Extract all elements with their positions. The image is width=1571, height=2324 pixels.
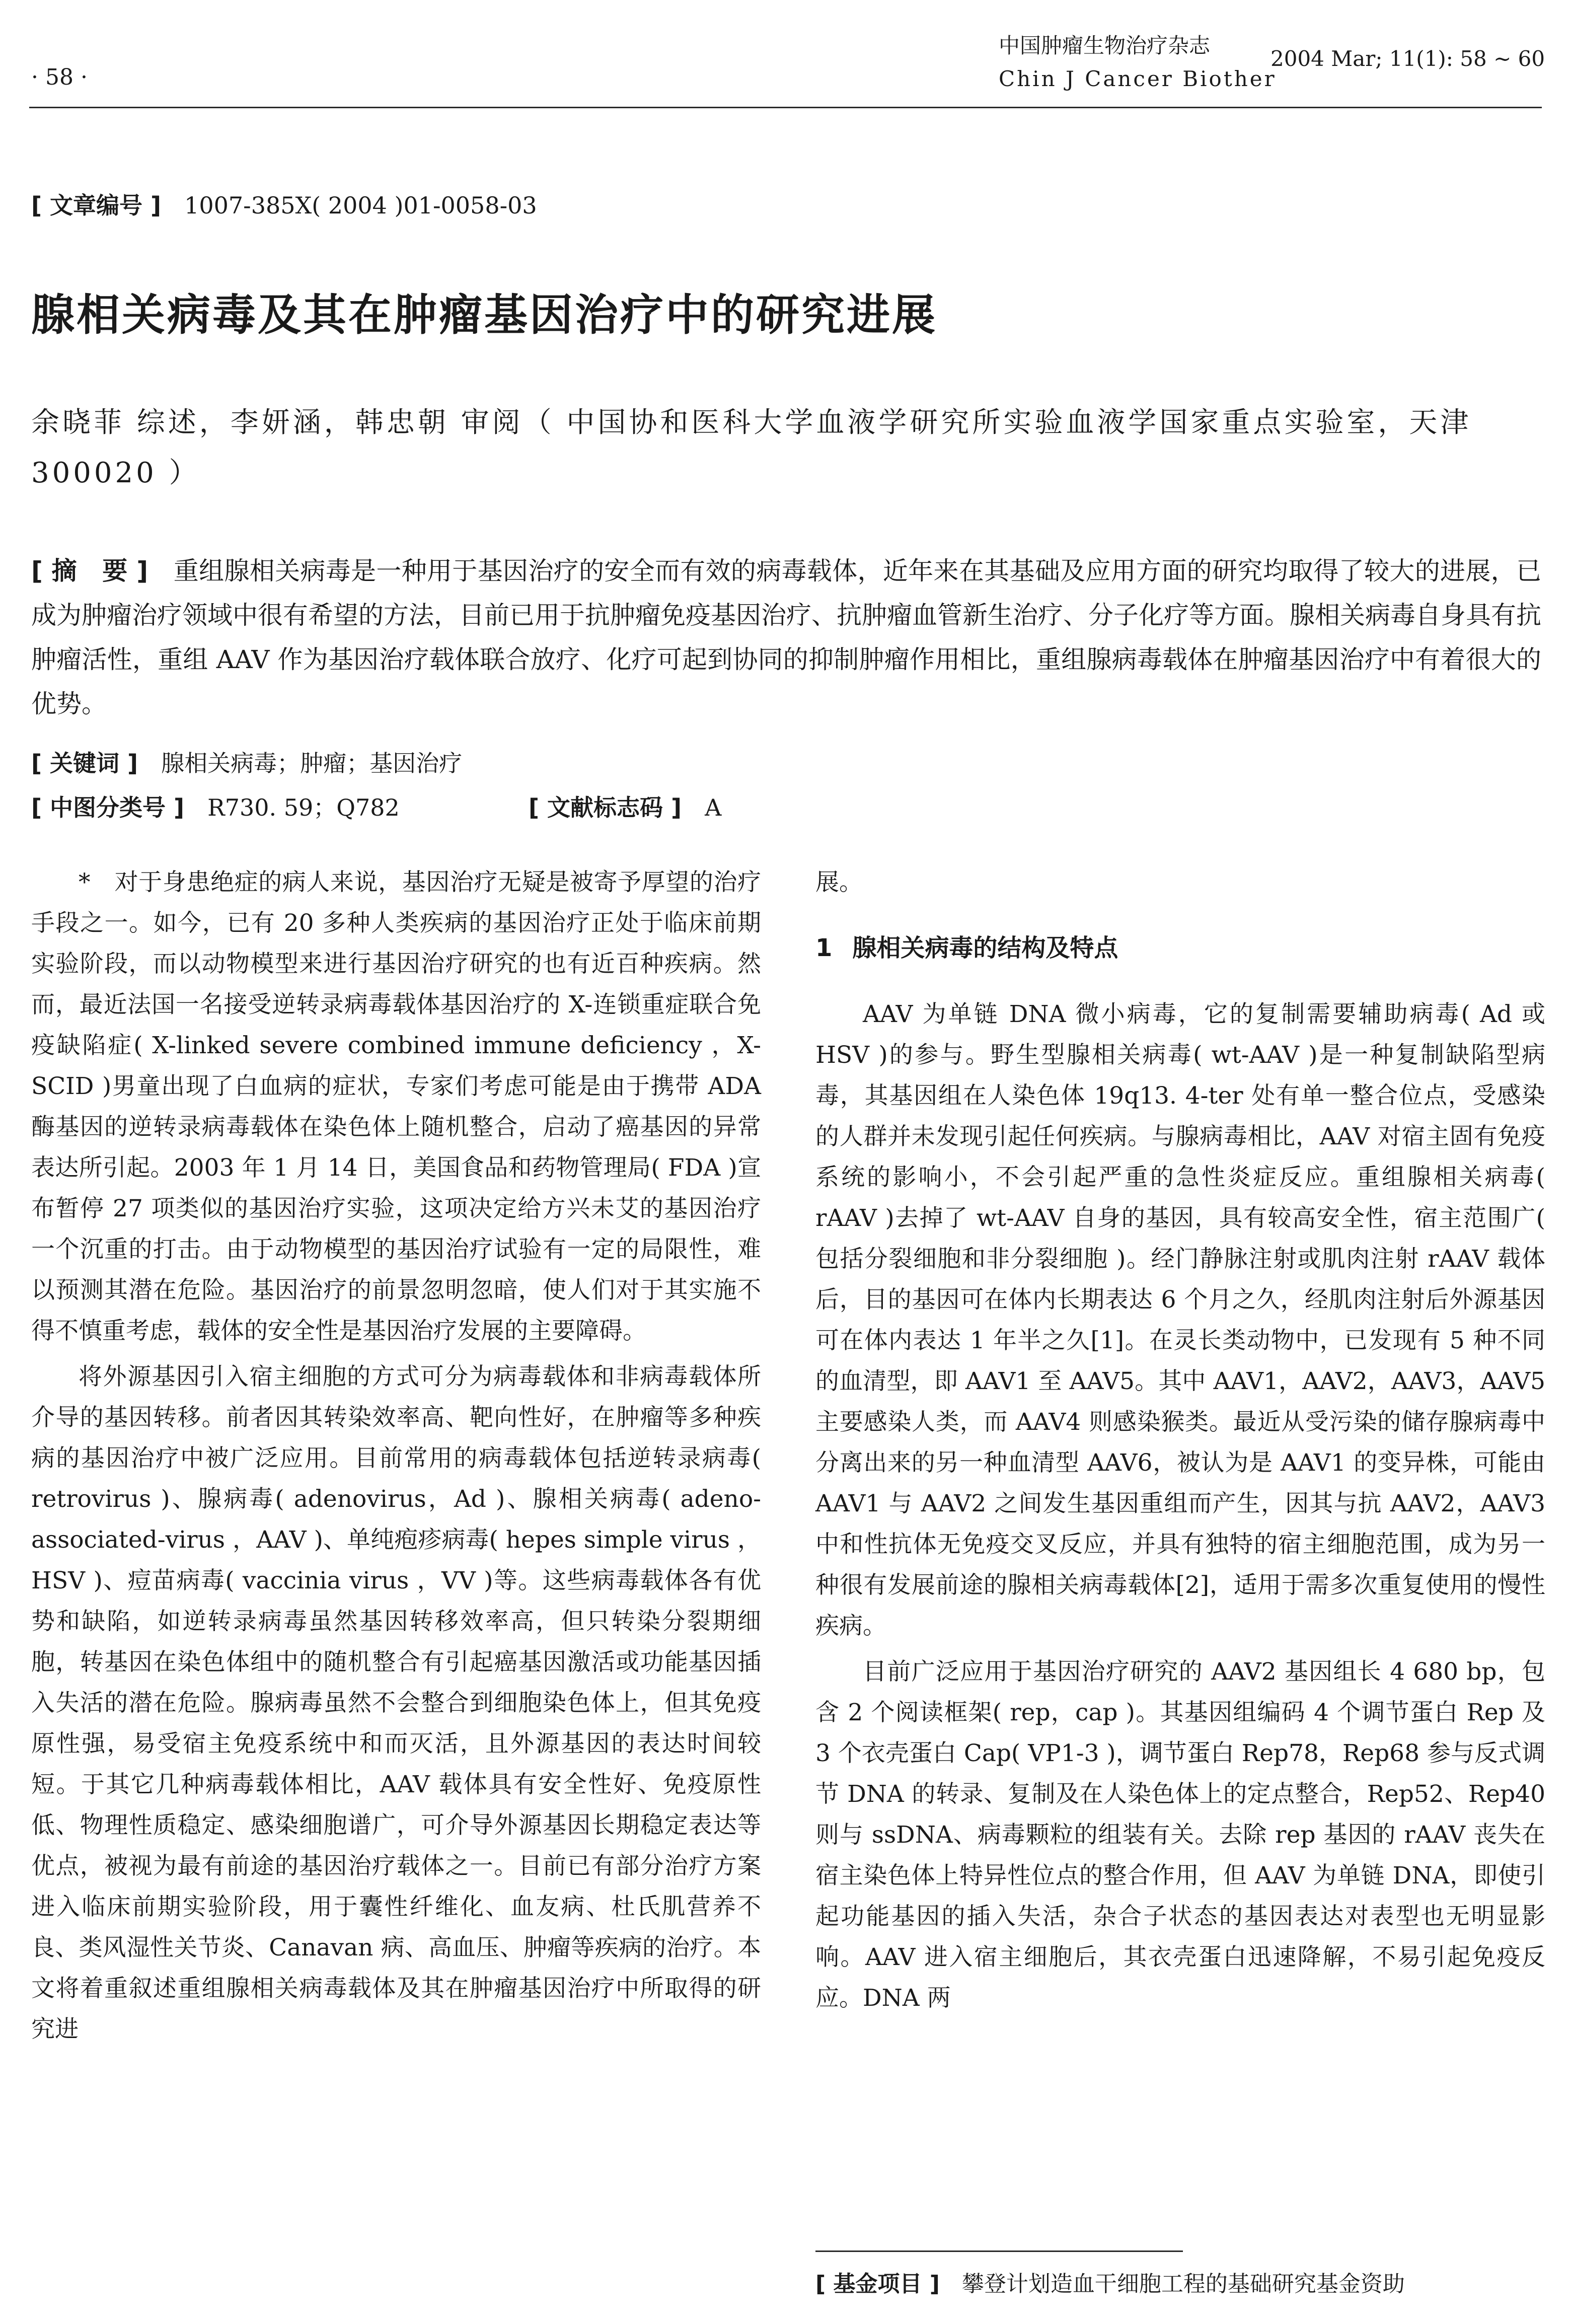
keywords-value: 腺相关病毒；肿瘤；基因治疗 xyxy=(161,750,463,777)
classification-value: R730. 59；Q782 xyxy=(207,794,400,821)
page-number: · 58 · xyxy=(31,64,88,90)
body-right-column xyxy=(815,862,1545,2018)
authors-affiliation: 余晓菲 综述，李妍涵，韩忠朝 审阅（ 中国协和医科大学血液学研究所实验血液学国家重点实验室，天津 300020 ） xyxy=(31,406,1472,489)
body-paragraph-continuation: 展。 xyxy=(815,868,863,896)
abstract-label: [ 摘 要 ] xyxy=(31,556,148,586)
body-paragraph: * 对于身患绝症的病人来说，基因治疗无疑是被寄予厚望的治疗手段之一。如今，已有 20 多种人类疾病的基因治疗正处于临床前期实验阶段，而以动物模型来进行基因治疗研究的也有近百种疾病。然而，最近法国一名接受逆转录病毒载体基因治疗的 X-连锁重症联合免疫缺陷症( X-linked severe combined immune deficiency ，X-SCID )男童出现了白血病的症状，专家们考虑可能是由于携带 ADA 酶基因的逆转录病毒载体在染色体上随机整合，启动了癌基因的异常表达所引起。2003 年 1 月 14 日，美国食品和药物管理局( FDA )宣布暂停 27 项类似的基因治疗实验，这项决定给方兴未艾的基因治疗一个沉重的打击。由于动物模型的基因治疗试验有一定的局限性，难以预测其潜在危险。基因治疗的前景忽明忽暗，使人们对于其实施不得不慎重考虑，载体的安全性是基因治疗发展的主要障碍。 xyxy=(31,868,761,1345)
abstract-text: 重组腺相关病毒是一种用于基因治疗的安全而有效的病毒载体，近年来在其基础及应用方面的研究均取得了较大的进展，已成为肿瘤治疗领域中很有希望的方法，目前已用于抗肿瘤免疫基因治疗、抗肿瘤血管新生治疗、分子化疗等方面。腺相关病毒自身具有抗肿瘤活性，重组 AAV 作为基因治疗载体联合放疗、化疗可起到协同的抑制肿瘤作用相比，重组腺病毒载体在肿瘤基因治疗中有着很大的优势。 xyxy=(31,556,1541,718)
section-heading xyxy=(815,928,1545,969)
body-left-column xyxy=(31,862,761,2050)
abstract xyxy=(31,549,1541,726)
classification xyxy=(31,789,400,823)
document-code xyxy=(529,789,721,823)
keywords xyxy=(31,745,462,778)
section-title: 腺相关病毒的结构及特点 xyxy=(852,934,1118,962)
article-title: 腺相关病毒及其在肿瘤基因治疗中的研究进展 xyxy=(31,290,937,340)
section-number: 1 xyxy=(815,934,833,962)
keywords-label: [ 关键词 ] xyxy=(31,750,138,777)
journal-name-en: Chin J Cancer Biother xyxy=(999,66,1277,91)
document-code-value: A xyxy=(705,794,722,821)
footnote-divider xyxy=(815,2250,1183,2252)
classification-label: [ 中图分类号 ] xyxy=(31,794,185,821)
body-paragraph: AAV 为单链 DNA 微小病毒，它的复制需要辅助病毒( Ad 或 HSV )的参与。野生型腺相关病毒( wt-AAV )是一种复制缺陷型病毒，其基因组在人染色体 19q13. 4-ter 处有单一整合位点，受感染的人群并未发现引起任何疾病。与腺病毒相比，AAV 对宿主固有免疫系统的影响小，不会引起严重的急性炎症反应。重组腺相关病毒( rAAV )去掉了 wt-AAV 自身的基因，具有较高安全性，宿主范围广( 包括分裂细胞和非分裂细胞 )。经门静脉注射或肌肉注射 rAAV 载体后，目的基因可在体内长期表达 6 个月之久，经肌肉注射后外源基因可在体内表达 1 年半之久[1]。在灵长类动物中，已发现有 5 种不同的血清型，即 AAV1 至 AAV5。其中 AAV1，AAV2，AAV3，AAV5 主要感染人类，而 AAV4 则感染猴类。最近从受污染的储存腺病毒中分离出来的另一种血清型 AAV6，被认为是 AAV1 的变异株，可能由 AAV1 与 AAV2 之间发生基因重组而产生，因其与抗 AAV2，AAV3 中和性抗体无免疫交叉反应，并具有独特的宿主细胞范围，成为另一种很有发展前途的腺相关病毒载体[2]，适用于需多次重复使用的慢性疾病。 xyxy=(815,1000,1545,1640)
body-paragraph: 将外源基因引入宿主细胞的方式可分为病毒载体和非病毒载体所介导的基因转移。前者因其转染效率高、靶向性好，在肿瘤等多种疾病的基因治疗中被广泛应用。目前常用的病毒载体包括逆转录病毒( retrovirus )、腺病毒( adenovirus，Ad )、腺相关病毒( adeno-associated-virus ，AAV )、单纯疱疹病毒( hepes simple virus ，HSV )、痘苗病毒( vaccinia virus ，VV )等。这些病毒载体各有优势和缺陷，如逆转录病毒虽然基因转移效率高，但只转染分裂期细胞，转基因在染色体组中的随机整合有引起癌基因激活或功能基因插入失活的潜在危险。腺病毒虽然不会整合到细胞染色体上，但其免疫原性强，易受宿主免疫系统中和而灭活，且外源基因的表达时间较短。于其它几种病毒载体相比，AAV 载体具有安全性好、免疫原性低、物理性质稳定、感染细胞谱广，可介导外源基因长期稳定表达等优点，被视为最有前途的基因治疗载体之一。目前已有部分治疗方案进入临床前期实验阶段，用于囊性纤维化、血友病、杜氏肌营养不良、类风湿性关节炎、Canavan 病、高血压、肿瘤等疾病的治疗。本文将着重叙述重组腺相关病毒载体及其在肿瘤基因治疗中所取得的研究进 xyxy=(31,1363,761,2043)
article-number-label: [ 文章编号 ] xyxy=(31,192,162,219)
footnote-text: 攀登计划造血干细胞工程的基础研究基金资助 xyxy=(961,2271,1405,2297)
body-paragraph: 目前广泛应用于基因治疗研究的 AAV2 基因组长 4 680 bp，包含 2 个阅读框架( rep，cap )。其基因组编码 4 个调节蛋白 Rep 及 3 个衣壳蛋白 Cap( VP1-3 )，调节蛋白 Rep78，Rep68 参与反式调节 DNA 的转录、复制及在人染色体上的定点整合，Rep52、Rep40 则与 ssDNA、病毒颗粒的组装有关。去除 rep 基因的 rAAV 丧失在宿主染色体上特异性位点的整合作用，但 AAV 为单链 DNA，即使引起功能基因的插入失活，杂合子状态的基因表达对表型也无明显影响。AAV 进入宿主细胞后，其衣壳蛋白迅速降解，不易引起免疫反应。DNA 两 xyxy=(815,1658,1545,2012)
journal-name xyxy=(999,29,1277,96)
article-number-value: 1007-385X( 2004 )01-0058-03 xyxy=(184,192,537,219)
footnote-label: [ 基金项目 ] xyxy=(815,2271,940,2297)
journal-name-cn: 中国肿瘤生物治疗杂志 xyxy=(999,33,1211,58)
article-number xyxy=(31,187,537,221)
footnote xyxy=(815,2266,1405,2298)
header-divider xyxy=(29,107,1542,108)
document-code-label: [ 文献标志码 ] xyxy=(529,794,682,821)
issue-date-pages: 2004 Mar; 11(1): 58 ~ 60 xyxy=(1270,46,1545,71)
